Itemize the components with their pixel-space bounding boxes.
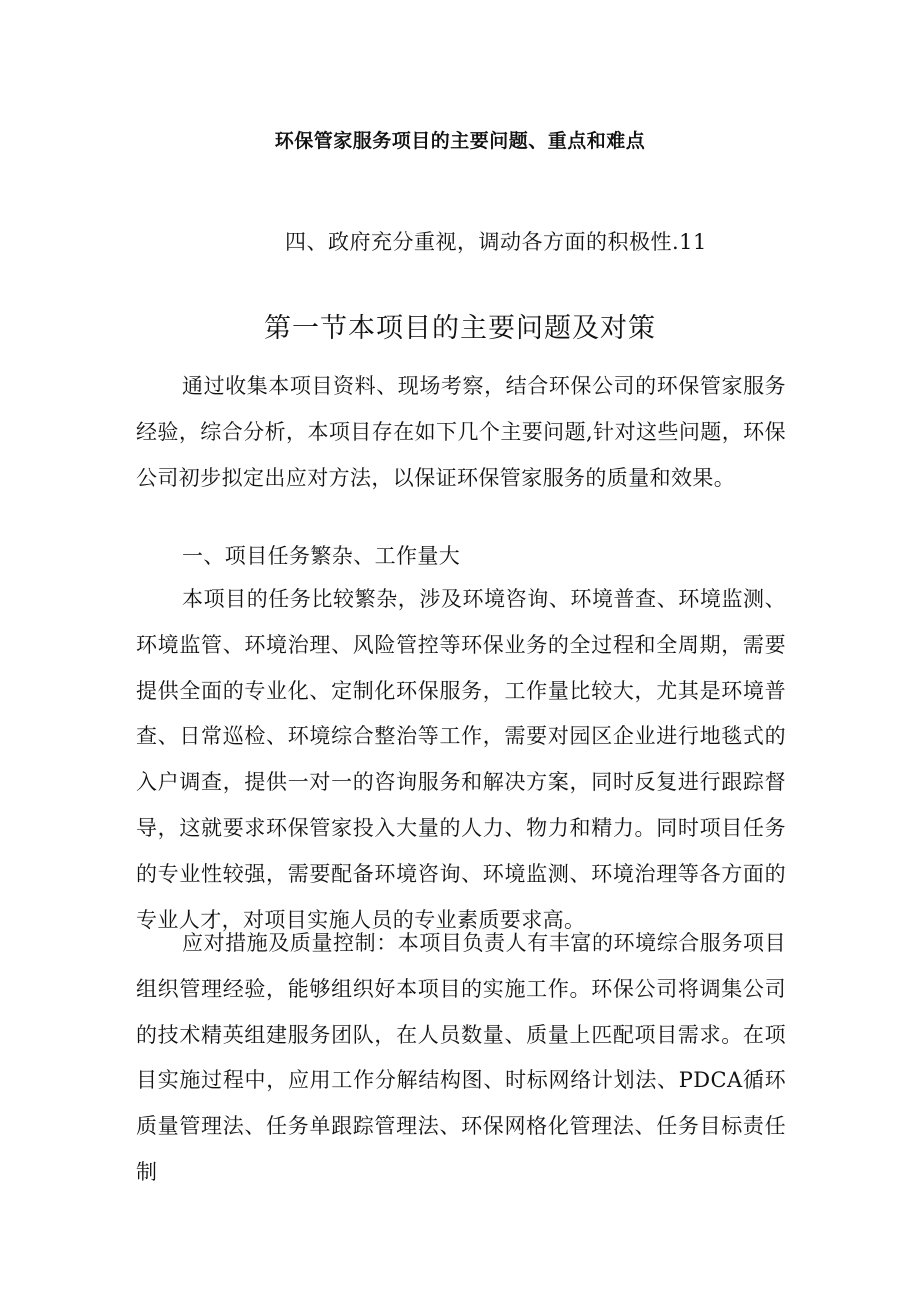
document-title: 环保管家服务项目的主要问题、重点和难点 xyxy=(274,130,646,152)
intro-paragraph: 通过收集本项目资料、现场考察，结合环保公司的环保管家服务经验，综合分析，本项目存在如下几个主要问题,针对这些问题，环保公司初步拟定出应对方法，以保证环保管家服务的质量和效果。 xyxy=(136,374,786,490)
issue-heading: 一、项目任务繁杂、工作量大 xyxy=(182,544,461,568)
measures-paragraph: 应对措施及质量控制：本项目负责人有丰富的环境综合服务项目组织管理经验，能够组织好本项目的实施工作。环保公司将调集公司的技术精英组建服务团队，在人员数量、质量上匹配项目需求。在项目实施过程中，应用工作分解结构图、时标网络计划法、PDCA循环质量管理法、任务单跟踪管理法、环保网格化管理法、任务目标责任制 xyxy=(136,931,786,1184)
section-title: 第一节本项目的主要问题及对策 xyxy=(264,313,656,344)
issue-body-paragraph: 本项目的任务比较繁杂，涉及环境咨询、环境普查、环境监测、环境监管、环境治理、风险管控等环保业务的全过程和全周期，需要提供全面的专业化、定制化环保服务，工作量比较大，尤其是环境普查、日常巡检、环境综合整治等工作，需要对园区企业进行地毯式的入户调查，提供一对一的咨询服务和解决方案，同时反复进行跟踪督导，这就要求环保管家投入大量的人力、物力和精力。同时项目任务的专业性较强，需要配备环境咨询、环境监测、环境治理等各方面的专业人才，对项目实施人员的专业素质要求高。 xyxy=(136,587,786,932)
toc-entry: 四、政府充分重视，调动各方面的积极性.11 xyxy=(285,230,707,254)
